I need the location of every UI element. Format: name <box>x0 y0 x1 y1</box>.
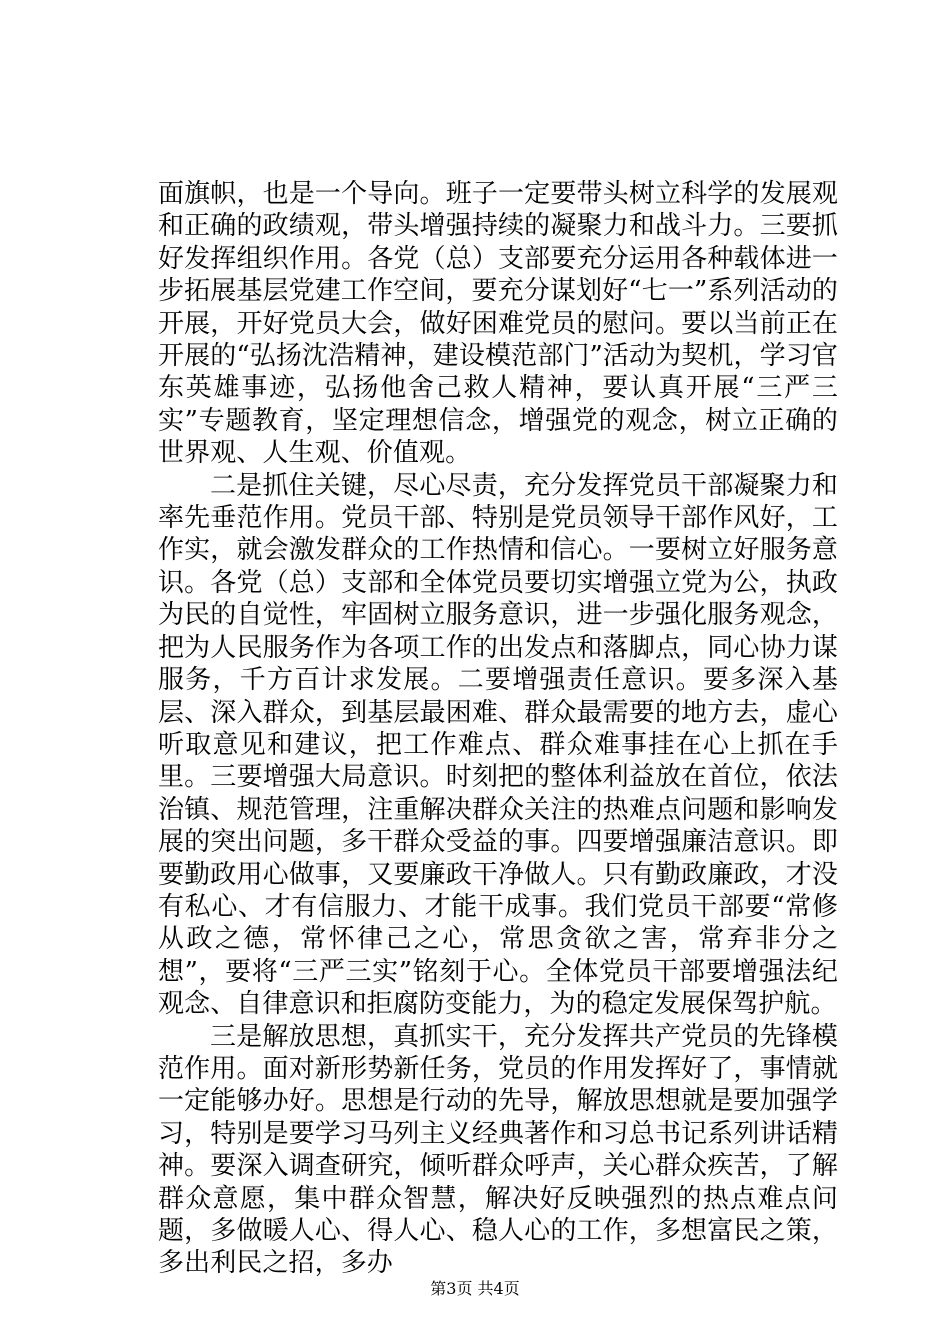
page-footer <box>0 1279 950 1299</box>
paragraph-second-point: 二是抓住关键，尽心尽责，充分发挥党员干部凝聚力和率先垂范作用。党员干部、特别是党员领导干部作风好，工作实，就会激发群众的工作热情和信心。一要树立好服务意识。各党（总）支部和全体党员要切实增强立党为公，执政为民的自觉性，牢固树立服务意识，进一步强化服务观念，把为人民服务作为各项工作的出发点和落脚点，同心协力谋服务，千方百计求发展。二要增强责任意识。要多深入基层、深入群众，到基层最困难、群众最需要的地方去，虚心听取意见和建议，把工作难点、群众难事挂在心上抓在手里。三要增强大局意识。时刻把的整体利益放在首位，依法治镇、规范管理，注重解决群众关注的热难点问题和影响发展的突出问题，多干群众受益的事。四要增强廉洁意识。即要勤政用心做事，又要廉政干净做人。只有勤政廉政，才没有私心、才有信服力、才能干成事。我们党员干部要“常修从政之德，常怀律己之心，常思贪欲之害，常弃非分之想”，要将“三严三实”铭刻于心。全体党员干部要增强法纪观念、自律意识和拒腐防变能力，为的稳定发展保驾护航。 <box>158 470 838 1020</box>
paragraph-third-point: 三是解放思想，真抓实干，充分发挥共产党员的先锋模范作用。面对新形势新任务，党员的作用发挥好了，事情就一定能够办好。思想是行动的先导，解放思想就是要加强学习，特别是要学习马列主义经典著作和习总书记系列讲话精神。要深入调查研究，倾听群众呼声，关心群众疾苦，了解群众意愿，集中群众智慧，解决好反映强烈的热点难点问题，多做暖人心、得人心、稳人心的工作，多想富民之策，多出利民之招，多办 <box>158 1021 838 1279</box>
page-number: 第3页 <box>430 1279 473 1298</box>
page-total: 共4页 <box>477 1279 520 1298</box>
paragraph-continued: 面旗帜，也是一个导向。班子一定要带头树立科学的发展观和正确的政绩观，带头增强持续的凝聚力和战斗力。三要抓好发挥组织作用。各党（总）支部要充分运用各种载体进一步拓展基层党建工作空间，要充分谋划好“七一”系列活动的开展，开好党员大会，做好困难党员的慰问。要以当前正在开展的“弘扬沈浩精神，建设模范部门”活动为契机，学习官东英雄事迹，弘扬他舍己救人精神，要认真开展“三严三实”专题教育，坚定理想信念，增强党的观念，树立正确的世界观、人生观、价值观。 <box>158 179 838 469</box>
body-text <box>158 178 838 1280</box>
